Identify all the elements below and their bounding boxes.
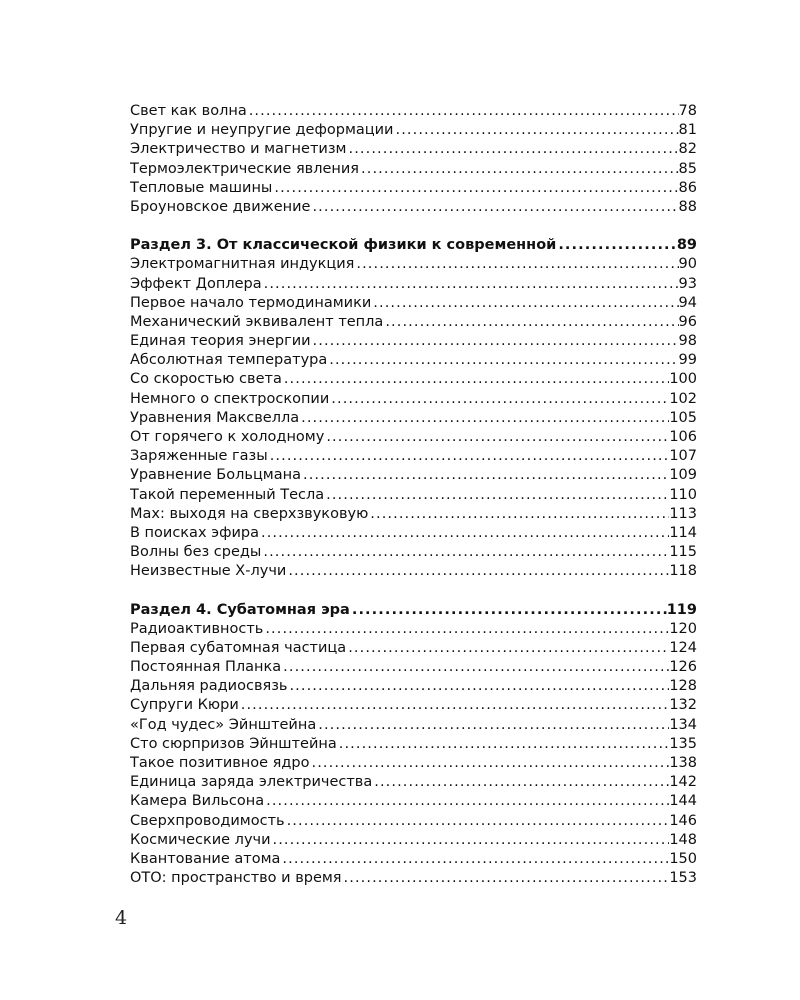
- toc-entry: [130, 735, 697, 754]
- entry-page: 115: [669, 544, 697, 561]
- dot-leader: [346, 639, 669, 658]
- toc-entry: [130, 294, 697, 313]
- entry-page: 105: [669, 409, 697, 426]
- entry-page: 126: [669, 659, 697, 676]
- dot-leader: [368, 505, 669, 524]
- dot-leader: [264, 792, 669, 811]
- dot-leader: [263, 620, 669, 639]
- entry-page: 90: [678, 256, 697, 273]
- entry-title: Радиоактивность: [130, 620, 264, 637]
- entry-title: Первое начало термодинамики: [130, 294, 372, 311]
- entry-title: В поисках эфира: [130, 524, 260, 541]
- entry-page: 102: [669, 390, 697, 407]
- entry-page: 109: [669, 467, 697, 484]
- dot-leader: [280, 850, 669, 869]
- toc-entry: [130, 428, 697, 447]
- dot-leader: [262, 275, 679, 294]
- toc-entry: [130, 505, 697, 524]
- toc-entry: [130, 562, 697, 581]
- entry-page: 78: [678, 103, 697, 119]
- entry-title: От горячего к холодному: [130, 429, 325, 445]
- section-title: Раздел 3. От классической физики к современной: [130, 237, 557, 254]
- entry-page: 150: [669, 850, 697, 867]
- dot-leader: [287, 677, 669, 696]
- dot-leader: [329, 390, 669, 409]
- entry-title: Такое позитивное ядро: [130, 755, 310, 771]
- entry-page: 110: [669, 486, 697, 503]
- dot-leader: [556, 236, 676, 255]
- toc-entry: [130, 275, 697, 294]
- toc-entry: [130, 620, 697, 639]
- entry-title: Квантование атома: [130, 850, 281, 867]
- entry-page: 99: [678, 352, 697, 369]
- section-title: Раздел 4. Субатомная эра: [130, 601, 350, 618]
- entry-title: Эффект Доплера: [130, 275, 262, 292]
- entry-title: Первая субатомная частица: [130, 639, 347, 656]
- dot-leader: [310, 198, 678, 217]
- toc-entry: [130, 716, 697, 735]
- dot-leader: [301, 466, 669, 485]
- entry-title: Электромагнитная индукция: [130, 256, 355, 273]
- dot-leader: [272, 179, 678, 198]
- toc-entry: [130, 140, 697, 159]
- toc-entry: [130, 466, 697, 485]
- entry-page: 94: [678, 294, 697, 311]
- entry-title: Упругие и неупругие деформации: [130, 122, 394, 139]
- entry-page: 88: [678, 198, 697, 215]
- entry-page: 100: [669, 371, 697, 388]
- entry-title: «Год чудес» Эйнштейна: [130, 716, 317, 733]
- entry-title: Заряженные газы: [130, 448, 268, 465]
- entry-title: Уравнения Максвелла: [130, 409, 300, 426]
- entry-title: Сто сюрпризов Эйнштейна: [130, 735, 337, 752]
- entry-page: 96: [678, 313, 697, 330]
- page-number: 4: [115, 907, 128, 929]
- toc-entry: [130, 313, 697, 332]
- dot-leader: [337, 735, 670, 754]
- entry-page: 98: [678, 333, 697, 350]
- entry-page: 93: [678, 275, 697, 292]
- entry-page: 106: [669, 429, 697, 445]
- dot-leader: [299, 409, 669, 428]
- entry-title: Волны без среды: [130, 544, 262, 561]
- toc-entry: [130, 677, 697, 696]
- dot-leader: [372, 773, 669, 792]
- toc-entry: [130, 792, 697, 811]
- toc-entry: [130, 850, 697, 869]
- toc-entry: [130, 812, 697, 831]
- entry-page: 86: [678, 179, 697, 196]
- entry-title: Единая теория энергии: [130, 333, 311, 350]
- dot-leader: [271, 831, 670, 850]
- entry-title: ОТО: пространство и время: [130, 870, 342, 887]
- toc-entry: [130, 696, 697, 715]
- dot-leader: [259, 524, 669, 543]
- toc-entry: [130, 409, 697, 428]
- toc-entry: [130, 831, 697, 850]
- toc-entry: [130, 198, 697, 217]
- entry-page: 85: [678, 160, 697, 177]
- section-gap: [130, 217, 697, 236]
- entry-page: 132: [669, 697, 697, 714]
- toc-entry: [130, 773, 697, 792]
- dot-leader: [350, 601, 667, 620]
- entry-title: Постоянная Планка: [130, 659, 282, 676]
- entry-page: 135: [669, 735, 697, 752]
- entry-page: 144: [669, 793, 697, 810]
- dot-leader: [311, 332, 679, 351]
- entry-page: 89: [676, 237, 697, 254]
- dot-leader: [354, 255, 678, 274]
- entry-page: 119: [666, 601, 697, 618]
- entry-title: Супруги Кюри: [130, 697, 239, 714]
- toc-entry: [130, 754, 697, 773]
- dot-leader: [342, 869, 670, 888]
- entry-page: 113: [669, 505, 697, 522]
- dot-leader: [383, 313, 678, 332]
- entry-page: 142: [669, 774, 697, 791]
- entry-title: Космические лучи: [130, 831, 271, 848]
- dot-leader: [261, 543, 669, 562]
- entry-page: 148: [669, 831, 697, 848]
- dot-leader: [324, 486, 669, 505]
- toc-entry: [130, 543, 697, 562]
- dot-leader: [371, 294, 678, 313]
- toc-entry: [130, 639, 697, 658]
- dot-leader: [247, 102, 679, 121]
- dot-leader: [285, 812, 670, 831]
- dot-leader: [310, 754, 670, 773]
- dot-leader: [268, 447, 670, 466]
- entry-title: Немного о спектроскопии: [130, 390, 330, 407]
- entry-title: Механический эквивалент тепла: [130, 313, 384, 330]
- entry-page: 81: [678, 122, 697, 139]
- toc-entry: [130, 179, 697, 198]
- toc-entry: [130, 370, 697, 389]
- entry-page: 128: [669, 678, 697, 695]
- entry-title: Со скоростью света: [130, 371, 282, 388]
- toc-entry: [130, 102, 697, 121]
- dot-leader: [281, 658, 669, 677]
- toc-entry: [130, 447, 697, 466]
- entry-page: 138: [669, 755, 697, 771]
- entry-title: Дальняя радиосвязь: [130, 678, 288, 695]
- toc-entry: [130, 351, 697, 370]
- dot-leader: [316, 716, 669, 735]
- entry-page: 146: [669, 812, 697, 829]
- toc-entry: [130, 332, 697, 351]
- entry-page: 107: [669, 448, 697, 465]
- table-of-contents: [130, 102, 697, 888]
- dot-leader: [286, 562, 669, 581]
- entry-title: Уравнение Больцмана: [130, 467, 301, 484]
- entry-title: Камера Вильсона: [130, 793, 265, 810]
- entry-title: Электричество и магнетизм: [130, 141, 347, 158]
- toc-entry: [130, 121, 697, 140]
- entry-page: 134: [669, 716, 697, 733]
- entry-title: Сверхпроводимость: [130, 812, 285, 829]
- section-gap: [130, 582, 697, 601]
- entry-page: 114: [669, 524, 697, 541]
- toc-entry: [130, 658, 697, 677]
- entry-page: 153: [669, 870, 697, 887]
- toc-entry: [130, 486, 697, 505]
- toc-entry: [130, 524, 697, 543]
- entry-title: Такой переменный Тесла: [130, 486, 325, 503]
- toc-entry: [130, 160, 697, 179]
- entry-page: 124: [669, 639, 697, 656]
- entry-title: Термоэлектрические явления: [130, 160, 360, 177]
- entry-title: Броуновское движение: [130, 198, 311, 215]
- dot-leader: [346, 140, 678, 159]
- entry-title: Единица заряда электричества: [130, 774, 373, 791]
- dot-leader: [327, 351, 678, 370]
- toc-entry: [130, 390, 697, 409]
- entry-page: 82: [678, 141, 697, 158]
- dot-leader: [359, 160, 679, 179]
- dot-leader: [239, 696, 670, 715]
- entry-page: 120: [669, 620, 697, 637]
- entry-title: Тепловые машины: [130, 179, 273, 196]
- entry-title: Мах: выходя на сверхзвуковую: [130, 505, 369, 522]
- entry-page: 118: [669, 563, 697, 580]
- entry-title: Абсолютная температура: [130, 352, 328, 369]
- entry-title: Неизвестные Х-лучи: [130, 563, 287, 580]
- dot-leader: [282, 370, 669, 389]
- dot-leader: [324, 428, 669, 447]
- toc-entry: [130, 255, 697, 274]
- dot-leader: [394, 121, 679, 140]
- section-heading: [130, 236, 697, 255]
- entry-title: Свет как волна: [130, 103, 247, 119]
- section-heading: [130, 601, 697, 620]
- toc-entry: [130, 869, 697, 888]
